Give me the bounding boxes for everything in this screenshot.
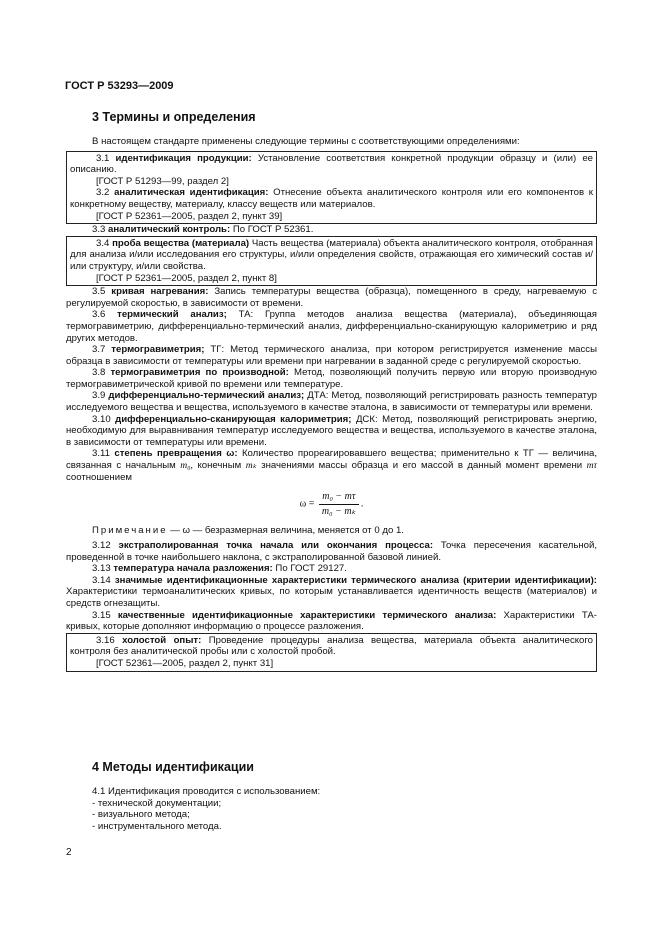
list-item: - технической документации; [92,797,222,809]
term-3-7: 3.7 термогравиметрия; ТГ: Метод термического анализа, при котором регистрируется изменение массы образца в зависимости от температуры или времени при нагревании в заданной среде с регулируемой скоростью. [66,344,598,367]
term-3-4-source: [ГОСТ Р 52361—2005, раздел 2, пункт 8] [96,272,277,284]
term-box-3-4 [66,236,597,286]
term-3-6: 3.6 термический анализ; ТА: Группа методов анализа вещества (материала), объединяющая термогравиметрию, дифференциально-термический анализ, дифференциально-сканирующую калориметрию и ряд других методов. [66,309,598,344]
term-3-11: 3.11 степень превращения ω: Количество прореагировавшего вещества; применительно к ТГ — величина, связанная с начальным m₀, конечным mₖ значениями массы образца и его массой в данный момент времени mτ соотношением [66,448,597,483]
page-number: 2 [66,847,72,858]
term-3-16-source: [ГОСТ 52361—2005, раздел 2, пункт 31] [96,657,274,669]
term-3-2-source: [ГОСТ Р 52361—2005, раздел 2, пункт 39] [96,210,283,222]
note [66,525,597,537]
note-text: — ω — безразмерная величина, меняется от 0 до 1. [167,525,404,537]
term-3-13: 3.13 температура начала разложения: По ГОСТ 29127. [92,563,347,575]
conversion-degree-formula: ω = $\frac{\text{m₀ − mτ}}{\text{m₀ − mₖ}}$ . [299,491,364,517]
section-4-title: 4 Методы идентификации [92,760,254,774]
term-3-3: 3.3 аналитический контроль: По ГОСТ Р 52361. [92,224,314,236]
term-3-16: 3.16 холостой опыт: Проведение процедуры анализа вещества, материала объекта аналитического контроля без аналитической пробы или с холостой пробой. [70,634,594,658]
section-3-body [66,136,597,672]
term-3-1-source: [ГОСТ Р 51293—99, раздел 2] [96,175,229,187]
term-3-4: 3.4 проба вещества (материала) Часть вещества (материала) объекта аналитического контроля, отобранная для анализа и/или исследования его структуры, и/или определения свойств, отражающая его химический состав и/или структуру, и/или свойства. [70,237,593,272]
list-item: - инструментального метода. [92,820,222,832]
note-label: Примечание [92,525,168,537]
term-box-3-1-3-2 [66,151,597,225]
term-3-8: 3.8 термогравиметрия по производной: Метод, позволяющий получить первую или вторую производную термогравиметрической кривой по времени или температуре. [66,367,597,390]
term-3-2: 3.2 аналитическая идентификация: Отнесение объекта аналитического контроля или его компонентов к конкретному веществу, материалу, классу веществ или материалов. [70,187,593,210]
section-3-intro: В настоящем стандарте применены следующие термины с соответствующими определениями: [92,136,520,147]
formula-fraction [319,491,359,517]
list-item: - визуального метода; [92,809,190,821]
section-3-title: 3 Термины и определения [92,110,256,124]
term-3-14: 3.14 значимые идентификационные характеристики термического анализа (критерии идентификации): Характеристики термоаналитических кривых, по которым устанавливается идентичность веществ (материалов) и средств огнезащиты. [66,574,597,609]
term-3-12: 3.12 экстраполированная точка начала или окончания процесса: Точка пересечения касательной, проведенной в точке наибольшего наклона, с экстраполированной базовой линией. [66,540,597,563]
formula-numerator: m₀ − mτ [319,491,359,505]
document-header: ГОСТ Р 53293—2009 [65,80,174,92]
clause-4-1: 4.1 Идентификация проводится с использованием: [92,786,321,797]
term-3-9: 3.9 дифференциально-термический анализ; ДТА: Метод, позволяющий регистрировать разность температур исследуемого вещества и вещества, используемого в качестве эталона, в зависимости от температуры или времени. [66,390,597,414]
formula-denominator: m₀ − mₖ [321,505,356,517]
term-3-15: 3.15 качественные идентификационные характеристики термического анализа: Характеристики ТА-кривых, которые дополняют информацию о процессе разложения. [66,609,597,633]
term-3-5: 3.5 кривая нагревания: Запись температуры вещества (образца), помещенного в среду, нагреваемую с регулируемой скоростью, в зависимости от времени. [66,286,598,309]
term-3-10: 3.10 дифференциально-сканирующая калориметрия; ДСК: Метод, позволяющий регистрировать энергию, необходимую для выравнивания температур исследуемого вещества и вещества, используемого в качестве эталона, в зависимости от температуры или времени. [66,413,598,448]
term-box-3-16 [66,633,597,672]
section-4-body [92,786,320,832]
term-3-1: 3.1 идентификация продукции: Установление соответствия конкретной продукции образцу и (или) ее описанию. [70,152,594,176]
